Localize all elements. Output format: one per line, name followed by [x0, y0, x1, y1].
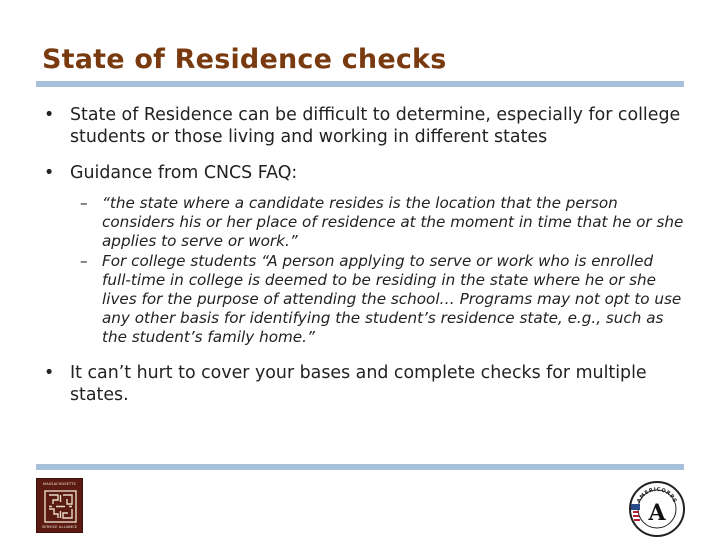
sub-bullet-text: For college students “A person applying to serve or work who is enrolled full-time in college is deemed to be residing in the state where he or she lives for the purpose of attending the school… Programs may not opt to use any other basis for identifying the student’s residence state, e.g., such as the student’s family home.”: [102, 251, 682, 347]
bullet-text: Guidance from CNCS FAQ:: [70, 163, 298, 183]
americorps-logo: [628, 480, 686, 538]
sub-bullet-text: “the state where a candidate resides is the location that the person considers his or her place of residence at the moment in time that he or she applies to serve or work.”: [102, 194, 684, 251]
bullet-marker: •: [44, 362, 55, 383]
title-divider: [36, 81, 684, 87]
massachusetts-service-alliance-logo: [36, 478, 83, 533]
bullet-item: [44, 104, 684, 148]
sub-bullet-item: [80, 252, 684, 348]
sub-bullet-list: [44, 194, 684, 348]
bullet-marker: •: [44, 105, 55, 125]
logo-top-text: MASSACHUSETTS: [43, 482, 76, 486]
sub-bullet-item: [80, 194, 684, 252]
bullet-marker: •: [44, 163, 55, 183]
bullet-text: State of Residence can be difficult to determine, especially for college students or those living and working in different states: [70, 105, 681, 147]
bullet-item: [44, 362, 684, 406]
slide-title: State of Residence checks: [42, 44, 447, 75]
maze-pattern-icon: [44, 490, 77, 523]
slide-body: [44, 104, 684, 406]
americorps-ring-text: AMERICORPS: [636, 486, 678, 505]
logo-bottom-text: SERVICE ALLIANCE: [41, 525, 78, 529]
bullet-text: It can’t hurt to cover your bases and complete checks for multiple states.: [70, 362, 647, 405]
americorps-letter: A: [648, 500, 666, 526]
dash-marker: –: [80, 194, 88, 212]
dash-marker: –: [80, 251, 88, 270]
footer-divider: [36, 464, 684, 470]
bullet-item: [44, 162, 684, 184]
